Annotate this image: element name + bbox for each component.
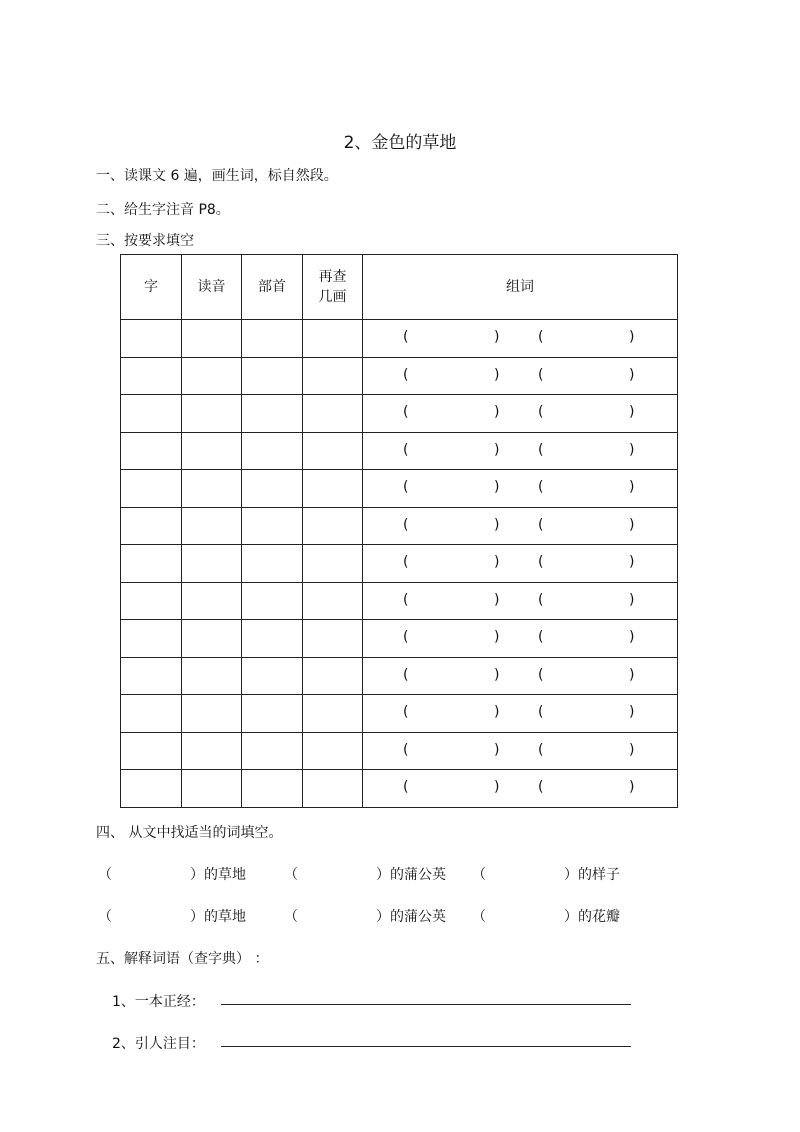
paren-close: ) — [629, 554, 635, 571]
paren-open: ( — [403, 329, 409, 346]
blank-phrase: ）的样子 — [564, 867, 620, 883]
paren-close: ) — [494, 629, 500, 646]
table-cell-blank[interactable] — [121, 395, 182, 433]
word-cell[interactable] — [363, 582, 678, 620]
word-cell[interactable] — [363, 432, 678, 470]
table-cell-blank[interactable] — [182, 507, 242, 545]
blank-phrase: ）的草地 — [190, 909, 246, 925]
table-cell-blank[interactable] — [242, 657, 303, 695]
paren-close: ) — [629, 516, 635, 533]
word-cell[interactable] — [363, 770, 678, 808]
word-cell[interactable] — [363, 620, 678, 658]
table-cell-blank[interactable] — [121, 695, 182, 733]
table-row — [121, 732, 678, 770]
paren-open: ( — [403, 441, 409, 458]
table-cell-blank[interactable] — [182, 357, 242, 395]
word-cell[interactable] — [363, 545, 678, 583]
word-cell[interactable] — [363, 695, 678, 733]
header-strokes-line2: 几画 — [318, 289, 347, 305]
table-row — [121, 357, 678, 395]
header-radical: 部首 — [242, 255, 303, 320]
paren-close: ) — [494, 704, 500, 721]
paren-close: ) — [629, 441, 635, 458]
table-cell-blank[interactable] — [182, 732, 242, 770]
table-row — [121, 582, 678, 620]
paren-open: ( — [538, 516, 544, 533]
table-cell-blank[interactable] — [182, 320, 242, 358]
definition-answer-line[interactable] — [221, 1004, 631, 1005]
paren-open: ( — [538, 554, 544, 571]
paren-close: ) — [494, 479, 500, 496]
table-cell-blank[interactable] — [242, 770, 303, 808]
table-cell-blank[interactable] — [303, 357, 363, 395]
table-cell-blank[interactable] — [182, 582, 242, 620]
paren-close: ) — [629, 404, 635, 421]
instruction-four: 四、 从文中找适当的词填空。 — [96, 825, 283, 841]
paren-open: ( — [538, 629, 544, 646]
blank-phrase: ）的蒲公英 — [376, 909, 446, 925]
paren-open: ( — [538, 404, 544, 421]
table-cell-blank[interactable] — [121, 320, 182, 358]
table-cell-blank[interactable] — [121, 620, 182, 658]
header-strokes — [303, 255, 363, 320]
paren-close: ) — [629, 704, 635, 721]
paren-open: ( — [403, 366, 409, 383]
table-cell-blank[interactable] — [303, 657, 363, 695]
table-cell-blank[interactable] — [182, 432, 242, 470]
table-cell-blank[interactable] — [242, 357, 303, 395]
table-row — [121, 695, 678, 733]
header-pronunciation: 读音 — [182, 255, 242, 320]
table-row — [121, 770, 678, 808]
instruction-one: 一、读课文 6 遍，画生词，标自然段。 — [96, 168, 338, 184]
table-cell-blank[interactable] — [182, 657, 242, 695]
blank-phrase: ）的花瓣 — [564, 909, 620, 925]
table-cell-blank[interactable] — [182, 545, 242, 583]
table-cell-blank[interactable] — [182, 695, 242, 733]
paren-close: ) — [494, 329, 500, 346]
table-cell-blank[interactable] — [121, 432, 182, 470]
table-cell-blank[interactable] — [242, 507, 303, 545]
table-cell-blank[interactable] — [121, 732, 182, 770]
character-table — [120, 254, 678, 808]
paren-close: ) — [494, 366, 500, 383]
table-cell-blank[interactable] — [182, 770, 242, 808]
table-cell-blank[interactable] — [242, 620, 303, 658]
header-character: 字 — [121, 255, 182, 320]
table-cell-blank[interactable] — [121, 582, 182, 620]
paren-close: ) — [629, 329, 635, 346]
paren-close: ) — [629, 779, 635, 796]
instruction-five: 五、解释词语（查字典） ： — [96, 951, 269, 967]
word-cell[interactable] — [363, 395, 678, 433]
table-row — [121, 545, 678, 583]
paren-close: ) — [629, 741, 635, 758]
table-header-row — [121, 255, 678, 320]
table-cell-blank[interactable] — [303, 732, 363, 770]
header-strokes-line1: 再查 — [318, 269, 347, 285]
table-cell-blank[interactable] — [303, 770, 363, 808]
paren-close: ) — [494, 666, 500, 683]
blank-open: （ — [98, 909, 112, 925]
instruction-three: 三、按要求填空 — [96, 233, 194, 249]
table-row — [121, 432, 678, 470]
blank-open: （ — [284, 909, 298, 925]
paren-open: ( — [403, 741, 409, 758]
table-cell-blank[interactable] — [303, 395, 363, 433]
paren-open: ( — [403, 404, 409, 421]
paren-open: ( — [538, 329, 544, 346]
table-cell-blank[interactable] — [242, 320, 303, 358]
table-row — [121, 657, 678, 695]
paren-close: ) — [629, 479, 635, 496]
table-cell-blank[interactable] — [242, 470, 303, 508]
paren-close: ) — [494, 779, 500, 796]
word-cell[interactable] — [363, 357, 678, 395]
paren-open: ( — [538, 366, 544, 383]
table-cell-blank[interactable] — [242, 732, 303, 770]
table-cell-blank[interactable] — [242, 582, 303, 620]
table-row — [121, 395, 678, 433]
table-cell-blank[interactable] — [303, 620, 363, 658]
blank-phrase: ）的草地 — [190, 867, 246, 883]
paren-open: ( — [538, 666, 544, 683]
paren-open: ( — [538, 779, 544, 796]
definition-label: 1、一本正经： — [112, 994, 205, 1010]
table-cell-blank[interactable] — [303, 320, 363, 358]
table-row — [121, 320, 678, 358]
table-cell-blank[interactable] — [121, 545, 182, 583]
header-words: 组词 — [363, 255, 678, 320]
table-cell-blank[interactable] — [121, 770, 182, 808]
table-cell-blank[interactable] — [303, 470, 363, 508]
table-cell-blank[interactable] — [303, 507, 363, 545]
paren-open: ( — [538, 704, 544, 721]
table-cell-blank[interactable] — [182, 470, 242, 508]
page-title: 2、金色的草地 — [343, 133, 457, 153]
paren-open: ( — [403, 629, 409, 646]
table-cell-blank[interactable] — [121, 657, 182, 695]
blank-open: （ — [284, 867, 298, 883]
blank-open: （ — [98, 867, 112, 883]
word-cell[interactable] — [363, 657, 678, 695]
table-row — [121, 470, 678, 508]
definition-label: 2、引人注目： — [112, 1036, 205, 1052]
paren-close: ) — [629, 366, 635, 383]
blank-open: （ — [472, 909, 486, 925]
paren-close: ) — [494, 404, 500, 421]
paren-close: ) — [494, 554, 500, 571]
paren-open: ( — [538, 591, 544, 608]
table-cell-blank[interactable] — [242, 545, 303, 583]
paren-open: ( — [403, 516, 409, 533]
paren-open: ( — [403, 479, 409, 496]
paren-open: ( — [538, 741, 544, 758]
table-cell-blank[interactable] — [121, 507, 182, 545]
paren-close: ) — [494, 591, 500, 608]
paren-close: ) — [494, 516, 500, 533]
paren-close: ) — [494, 441, 500, 458]
definition-answer-line[interactable] — [221, 1046, 631, 1047]
paren-open: ( — [403, 666, 409, 683]
table-cell-blank[interactable] — [242, 695, 303, 733]
table-cell-blank[interactable] — [121, 357, 182, 395]
paren-close: ) — [629, 591, 635, 608]
blank-open: （ — [472, 867, 486, 883]
word-cell[interactable] — [363, 732, 678, 770]
blank-phrase: ）的蒲公英 — [376, 867, 446, 883]
table-cell-blank[interactable] — [303, 582, 363, 620]
paren-open: ( — [403, 554, 409, 571]
table-row — [121, 507, 678, 545]
paren-open: ( — [538, 479, 544, 496]
paren-open: ( — [403, 704, 409, 721]
table-cell-blank[interactable] — [242, 395, 303, 433]
table-cell-blank[interactable] — [242, 432, 303, 470]
table-cell-blank[interactable] — [182, 395, 242, 433]
table-row — [121, 620, 678, 658]
paren-open: ( — [403, 779, 409, 796]
table-cell-blank[interactable] — [303, 545, 363, 583]
table-cell-blank[interactable] — [182, 620, 242, 658]
table-cell-blank[interactable] — [303, 432, 363, 470]
word-cell[interactable] — [363, 320, 678, 358]
paren-close: ) — [629, 629, 635, 646]
word-cell[interactable] — [363, 507, 678, 545]
instruction-two: 二、给生字注音 P8。 — [96, 202, 230, 218]
paren-open: ( — [403, 591, 409, 608]
word-cell[interactable] — [363, 470, 678, 508]
paren-close: ) — [629, 666, 635, 683]
table-cell-blank[interactable] — [303, 695, 363, 733]
paren-open: ( — [538, 441, 544, 458]
paren-close: ) — [494, 741, 500, 758]
table-cell-blank[interactable] — [121, 470, 182, 508]
